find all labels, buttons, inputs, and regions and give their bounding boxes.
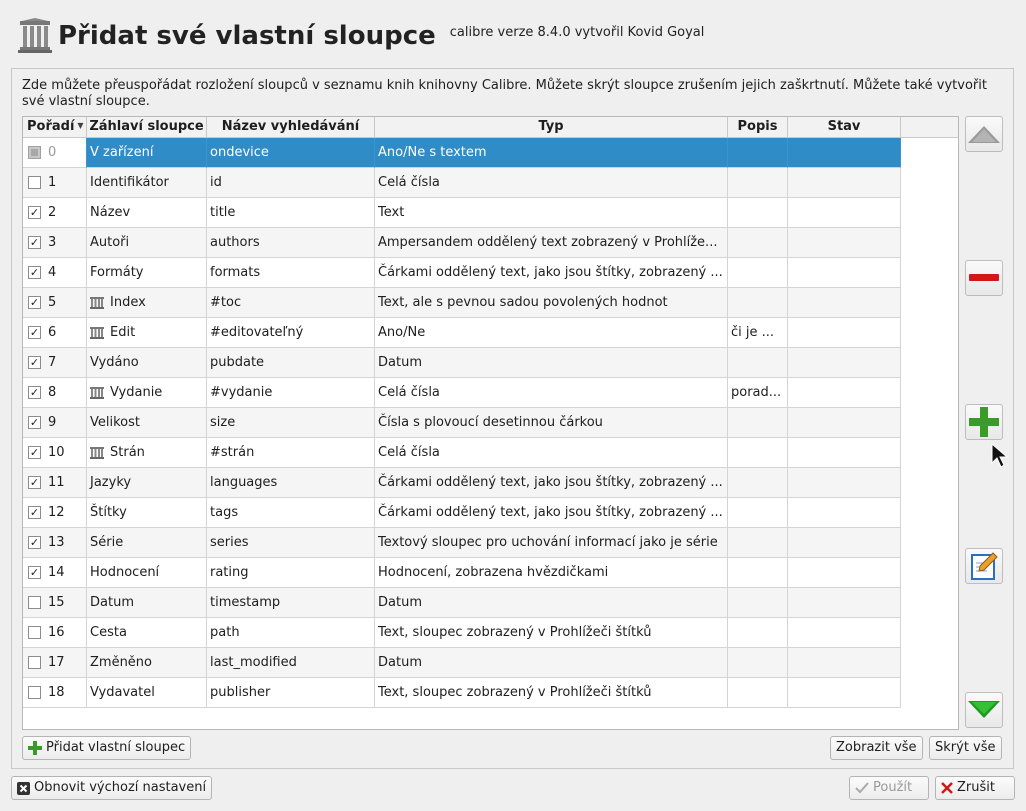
visibility-checkbox[interactable]: ✓: [29, 506, 40, 519]
order-cell: [23, 138, 87, 168]
type-cell: Ano/Ne s textem: [375, 138, 728, 168]
order-cell: [23, 438, 87, 468]
column-header-text: Strán: [110, 445, 145, 460]
table-row[interactable]: [23, 198, 958, 228]
dialog-header: [18, 14, 704, 58]
order-cell: [23, 288, 87, 318]
type-cell: Čárkami oddělený text, jako jsou štítky, zobrazený ...: [375, 468, 728, 498]
status-cell: [788, 438, 901, 468]
apply-button[interactable]: [849, 776, 929, 800]
plus-icon: [968, 406, 1000, 438]
lookup-name-cell: #vydanie: [207, 378, 375, 408]
table-row[interactable]: [23, 618, 958, 648]
visibility-checkbox[interactable]: ✓: [29, 446, 40, 459]
table-row[interactable]: [23, 168, 958, 198]
order-number: 6: [48, 325, 57, 340]
description-cell: [728, 168, 788, 198]
status-cell: [788, 468, 901, 498]
visibility-checkbox[interactable]: ✓: [29, 476, 40, 489]
table-row[interactable]: [23, 678, 958, 708]
order-cell: [23, 198, 87, 228]
add-custom-column-button[interactable]: [22, 736, 191, 760]
order-number: 11: [48, 475, 65, 490]
order-cell: [23, 558, 87, 588]
type-cell: Ano/Ne: [375, 318, 728, 348]
description-cell: [728, 288, 788, 318]
order-number: 1: [48, 175, 57, 190]
column-header-text: Edit: [110, 325, 136, 340]
description-cell: [728, 558, 788, 588]
visibility-checkbox[interactable]: [28, 176, 41, 189]
order-cell: [23, 468, 87, 498]
visibility-checkbox[interactable]: ✓: [29, 536, 40, 549]
order-cell: [23, 228, 87, 258]
column-header-cell: [87, 438, 207, 468]
order-cell: [23, 408, 87, 438]
description-cell: [728, 498, 788, 528]
column-header-cell: [87, 648, 207, 678]
custom-column-icon: [90, 446, 104, 460]
edit-icon: [969, 551, 999, 581]
table-header: [23, 117, 958, 138]
status-cell: [788, 558, 901, 588]
column-header-cell: [87, 678, 207, 708]
description-cell: [728, 678, 788, 708]
order-number: 16: [48, 625, 65, 640]
column-header-cell: [87, 378, 207, 408]
description-cell: porad...: [728, 378, 788, 408]
add-column-button[interactable]: [965, 404, 1003, 440]
lookup-name-cell: publisher: [207, 678, 375, 708]
order-number: 5: [48, 295, 57, 310]
order-number: 8: [48, 385, 57, 400]
order-number: 10: [48, 445, 65, 460]
lookup-name-cell: id: [207, 168, 375, 198]
cancel-button[interactable]: [935, 776, 1015, 800]
table-row[interactable]: [23, 408, 958, 438]
description-cell: [728, 438, 788, 468]
column-header-text: Cesta: [90, 625, 127, 640]
column-header-text: Štítky: [90, 505, 127, 520]
visibility-checkbox[interactable]: ✓: [29, 386, 40, 399]
restore-defaults-label: Obnovit výchozí nastavení: [34, 780, 207, 795]
status-cell: [788, 648, 901, 678]
status-cell: [788, 168, 901, 198]
status-cell: [788, 618, 901, 648]
col-header-lookup[interactable]: Název vyhledávání: [207, 117, 375, 137]
table-row[interactable]: [23, 138, 958, 168]
column-header-text: Vydanie: [110, 385, 163, 400]
visibility-checkbox[interactable]: [28, 626, 41, 639]
order-cell: [23, 318, 87, 348]
type-cell: Text, sloupec zobrazený v Prohlížeči štítků: [375, 618, 728, 648]
type-cell: Datum: [375, 648, 728, 678]
move-down-button[interactable]: [965, 692, 1003, 728]
col-header-order[interactable]: Pořadí ▼: [23, 117, 87, 137]
type-cell: Text: [375, 198, 728, 228]
table-row[interactable]: [23, 318, 958, 348]
lookup-name-cell: rating: [207, 558, 375, 588]
table-row[interactable]: [23, 438, 958, 468]
clear-icon: [17, 782, 30, 795]
column-header-text: V zařízení: [90, 145, 154, 160]
description-cell: [728, 348, 788, 378]
visibility-checkbox[interactable]: ✓: [29, 356, 40, 369]
status-cell: [788, 588, 901, 618]
table-row[interactable]: [23, 588, 958, 618]
order-number: 3: [48, 235, 57, 250]
status-cell: [788, 378, 901, 408]
lookup-name-cell: size: [207, 408, 375, 438]
column-header-cell: [87, 468, 207, 498]
visibility-checkbox[interactable]: ✓: [29, 566, 40, 579]
col-header-type[interactable]: Typ: [375, 117, 728, 137]
visibility-checkbox[interactable]: ✓: [29, 206, 40, 219]
order-number: 7: [48, 355, 57, 370]
cancel-label: Zrušit: [957, 780, 995, 795]
lookup-name-cell: authors: [207, 228, 375, 258]
col-header-description[interactable]: Popis: [728, 117, 788, 137]
lookup-name-cell: pubdate: [207, 348, 375, 378]
column-header-text: Série: [90, 535, 124, 550]
type-cell: Celá čísla: [375, 438, 728, 468]
visibility-checkbox[interactable]: [28, 686, 41, 699]
arrow-up-icon: [967, 123, 1001, 145]
status-cell: [788, 228, 901, 258]
column-header-cell: [87, 618, 207, 648]
type-cell: Čísla s plovoucí desetinnou čárkou: [375, 408, 728, 438]
description-cell: [728, 138, 788, 168]
calibre-pillar-icon: [18, 18, 52, 54]
column-header-cell: [87, 408, 207, 438]
hide-all-button[interactable]: [929, 736, 1002, 760]
order-cell: [23, 258, 87, 288]
table-row[interactable]: [23, 498, 958, 528]
show-all-button[interactable]: [830, 736, 923, 760]
status-cell: [788, 528, 901, 558]
column-header-text: Hodnocení: [90, 565, 160, 580]
table-row[interactable]: [23, 348, 958, 378]
column-header-cell: [87, 228, 207, 258]
col-header-status[interactable]: Stav: [788, 117, 901, 137]
column-header-cell: [87, 198, 207, 228]
custom-column-icon: [90, 296, 104, 310]
columns-table[interactable]: [22, 116, 959, 730]
status-cell: [788, 318, 901, 348]
table-row[interactable]: [23, 558, 958, 588]
table-row[interactable]: [23, 468, 958, 498]
apply-label: Použít: [873, 780, 913, 795]
description-cell: [728, 408, 788, 438]
column-header-cell: [87, 318, 207, 348]
description-text: Zde můžete přeuspořádat rozložení sloupců v seznamu knih knihovny Calibre. Můžete skrýt sloupce zrušením jejich zaškrtnutí. Můžete také vytvořit své vlastní sloupce.: [22, 78, 987, 109]
type-cell: Ampersandem oddělený text zobrazený v Prohlíže...: [375, 228, 728, 258]
table-row[interactable]: [23, 288, 958, 318]
column-header-cell: [87, 588, 207, 618]
columns-panel: [11, 68, 1014, 769]
table-row[interactable]: [23, 528, 958, 558]
order-cell: [23, 168, 87, 198]
description-cell: [728, 228, 788, 258]
status-cell: [788, 138, 901, 168]
sort-desc-icon: ▼: [77, 121, 84, 130]
close-icon: [941, 782, 953, 794]
column-header-cell: [87, 258, 207, 288]
column-header-cell: [87, 498, 207, 528]
arrow-down-icon: [967, 699, 1001, 721]
status-cell: [788, 258, 901, 288]
order-number: 2: [48, 205, 57, 220]
description-cell: či je ...: [728, 318, 788, 348]
remove-column-button[interactable]: [965, 260, 1003, 296]
table-row[interactable]: [23, 258, 958, 288]
lookup-name-cell: series: [207, 528, 375, 558]
lookup-name-cell: #editovateľný: [207, 318, 375, 348]
type-cell: Text, sloupec zobrazený v Prohlížeči štítků: [375, 678, 728, 708]
order-number: 14: [48, 565, 65, 580]
order-number: 13: [48, 535, 65, 550]
type-cell: Celá čísla: [375, 378, 728, 408]
order-number: 17: [48, 655, 65, 670]
column-header-cell: [87, 528, 207, 558]
description-cell: [728, 648, 788, 678]
show-all-label: Zobrazit vše: [836, 740, 917, 755]
type-cell: Datum: [375, 588, 728, 618]
column-header-text: Jazyky: [90, 475, 132, 490]
description-cell: [728, 618, 788, 648]
description-cell: [728, 588, 788, 618]
type-cell: Čárkami oddělený text, jako jsou štítky, zobrazený ...: [375, 258, 728, 288]
type-cell: Celá čísla: [375, 168, 728, 198]
order-cell: [23, 618, 87, 648]
order-cell: [23, 528, 87, 558]
table-row[interactable]: [23, 228, 958, 258]
minus-icon: [969, 274, 999, 282]
type-cell: Datum: [375, 348, 728, 378]
visibility-checkbox[interactable]: ✓: [29, 296, 40, 309]
visibility-checkbox[interactable]: ✓: [29, 266, 40, 279]
lookup-name-cell: ondevice: [207, 138, 375, 168]
hide-all-label: Skrýt vše: [935, 740, 996, 755]
table-body: [23, 138, 958, 708]
visibility-checkbox[interactable]: [28, 596, 41, 609]
order-cell: [23, 498, 87, 528]
type-cell: Textový sloupec pro uchování informací jako je série: [375, 528, 728, 558]
visibility-checkbox[interactable]: ✓: [29, 416, 40, 429]
dialog-title: Přidat své vlastní sloupce: [58, 21, 436, 51]
edit-column-button[interactable]: [965, 548, 1003, 584]
lookup-name-cell: last_modified: [207, 648, 375, 678]
order-number: 12: [48, 505, 65, 520]
status-cell: [788, 198, 901, 228]
column-header-text: Vydavatel: [90, 685, 155, 700]
lookup-name-cell: title: [207, 198, 375, 228]
order-cell: [23, 588, 87, 618]
column-header-cell: [87, 558, 207, 588]
visibility-checkbox[interactable]: [28, 656, 41, 669]
version-label: calibre verze 8.4.0 vytvořil Kovid Goyal: [449, 24, 705, 40]
column-header-text: Index: [110, 295, 146, 310]
visibility-checkbox[interactable]: ✓: [29, 326, 40, 339]
mouse-cursor-icon: [990, 443, 1010, 469]
lookup-name-cell: #toc: [207, 288, 375, 318]
status-cell: [788, 408, 901, 438]
status-cell: [788, 348, 901, 378]
column-header-text: Formáty: [90, 265, 144, 280]
type-cell: Čárkami oddělený text, jako jsou štítky, zobrazený ...: [375, 498, 728, 528]
description-cell: [728, 258, 788, 288]
column-header-cell: [87, 288, 207, 318]
status-cell: [788, 498, 901, 528]
order-cell: [23, 678, 87, 708]
column-header-cell: [87, 138, 207, 168]
col-header-title[interactable]: Záhlaví sloupce: [87, 117, 207, 137]
lookup-name-cell: path: [207, 618, 375, 648]
type-cell: Hodnocení, zobrazena hvězdičkami: [375, 558, 728, 588]
lookup-name-cell: timestamp: [207, 588, 375, 618]
type-cell: Text, ale s pevnou sadou povolených hodnot: [375, 288, 728, 318]
column-header-text: Autoři: [90, 235, 130, 250]
description-cell: [728, 198, 788, 228]
column-header-text: Datum: [90, 595, 134, 610]
lookup-name-cell: formats: [207, 258, 375, 288]
status-cell: [788, 678, 901, 708]
column-header-text: Název: [90, 205, 131, 220]
restore-defaults-button[interactable]: [11, 776, 212, 800]
checkmark-icon: [855, 782, 869, 794]
order-cell: [23, 348, 87, 378]
order-cell: [23, 648, 87, 678]
description-cell: [728, 528, 788, 558]
table-row[interactable]: [23, 648, 958, 678]
table-row[interactable]: [23, 378, 958, 408]
visibility-checkbox[interactable]: ✓: [29, 236, 40, 249]
plus-small-icon: [28, 741, 42, 755]
column-header-cell: [87, 168, 207, 198]
order-number: 18: [48, 685, 65, 700]
order-number: 4: [48, 265, 57, 280]
add-custom-column-label: Přidat vlastní sloupec: [46, 740, 186, 755]
column-header-text: Změněno: [90, 655, 152, 670]
column-header-text: Vydáno: [90, 355, 139, 370]
column-header-text: Velikost: [90, 415, 140, 430]
status-cell: [788, 288, 901, 318]
visibility-checkbox[interactable]: [28, 146, 41, 159]
lookup-name-cell: #strán: [207, 438, 375, 468]
description-cell: [728, 468, 788, 498]
lookup-name-cell: tags: [207, 498, 375, 528]
order-number: 15: [48, 595, 65, 610]
move-up-button[interactable]: [965, 116, 1003, 152]
custom-column-icon: [90, 386, 104, 400]
order-number: 0: [48, 145, 57, 160]
column-header-cell: [87, 348, 207, 378]
column-header-text: Identifikátor: [90, 175, 169, 190]
custom-column-icon: [90, 326, 104, 340]
lookup-name-cell: languages: [207, 468, 375, 498]
order-cell: [23, 378, 87, 408]
order-number: 9: [48, 415, 57, 430]
